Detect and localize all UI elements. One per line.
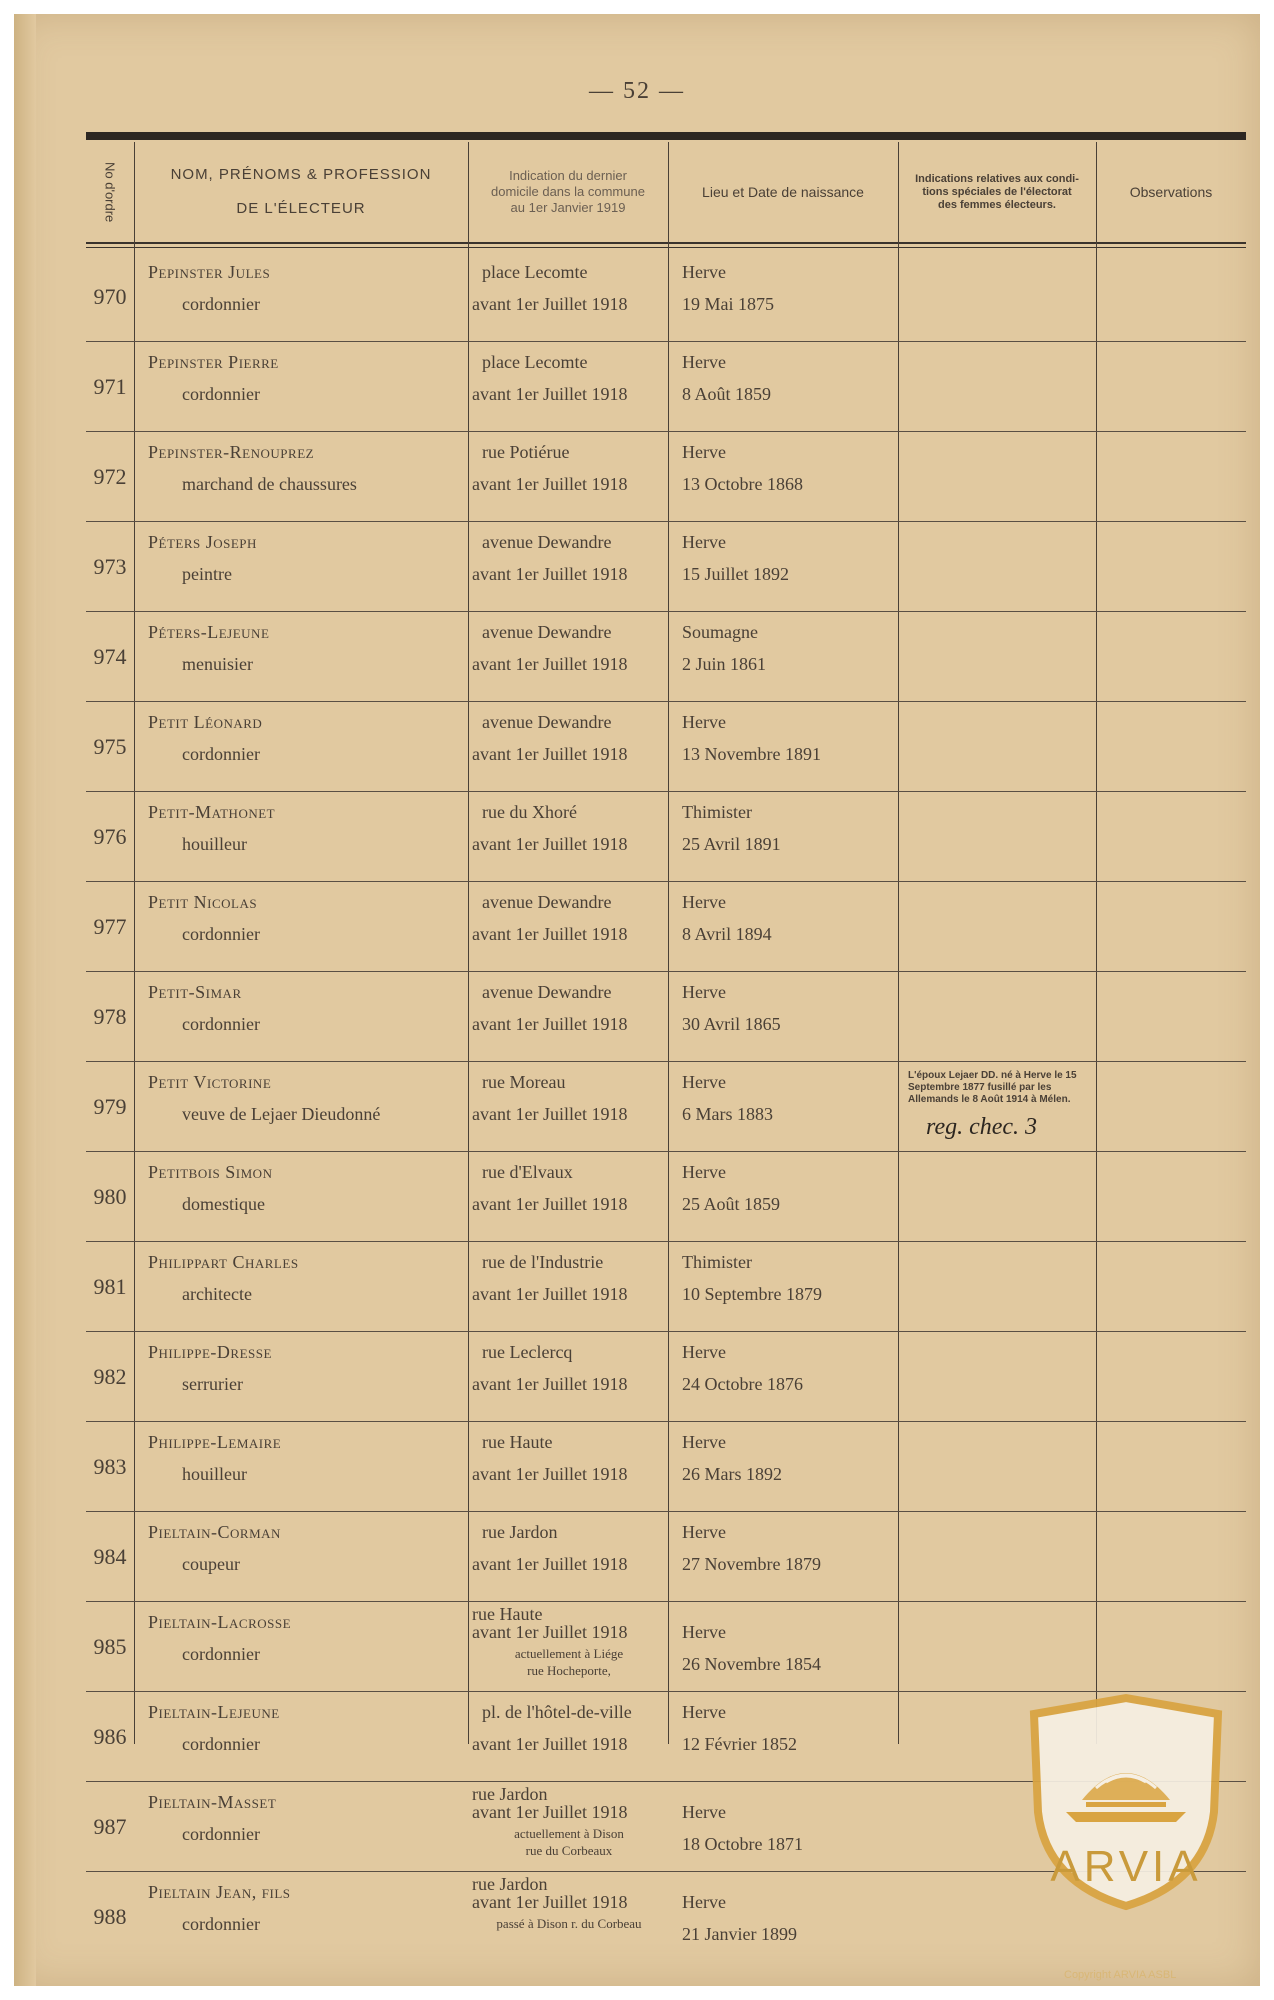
elector-name: Pepinster Jules bbox=[148, 262, 271, 282]
birth-place: Herve bbox=[682, 1432, 726, 1452]
row-number: 971 bbox=[93, 373, 127, 399]
elector-profession: cordonnier bbox=[182, 294, 260, 314]
domicile-address: rue Jardon bbox=[472, 1874, 548, 1894]
domicile-address: pl. de l'hôtel-de-ville bbox=[482, 1702, 632, 1722]
header-domicile-line1: Indication du dernier bbox=[509, 168, 627, 183]
row-number: 976 bbox=[93, 823, 127, 849]
elector-profession: cordonnier bbox=[182, 924, 260, 944]
handwritten-annotation: reg. chec. 3 bbox=[926, 1114, 1038, 1140]
birth-date: 26 Novembre 1854 bbox=[682, 1654, 821, 1674]
elector-name: Pieltain-Corman bbox=[148, 1522, 281, 1542]
birth-place: Herve bbox=[682, 1162, 726, 1182]
domicile-since: avant 1er Juillet 1918 bbox=[472, 564, 628, 584]
domicile-address: avenue Dewandre bbox=[482, 532, 612, 552]
birth-date: 21 Janvier 1899 bbox=[682, 1924, 797, 1944]
page-number: — 52 — bbox=[589, 78, 685, 104]
elector-profession: cordonnier bbox=[182, 1644, 260, 1664]
elector-profession: cordonnier bbox=[182, 1734, 260, 1754]
domicile-since: avant 1er Juillet 1918 bbox=[472, 294, 628, 314]
arvia-logo bbox=[1026, 1692, 1226, 1912]
elector-name: Philippart Charles bbox=[148, 1252, 299, 1272]
domicile-note: passé à Dison r. du Corbeau bbox=[496, 1916, 642, 1931]
table-row bbox=[86, 522, 1246, 612]
elector-name: Pepinster-Renouprez bbox=[148, 442, 315, 462]
domicile-since: avant 1er Juillet 1918 bbox=[472, 1464, 628, 1484]
row-number: 979 bbox=[93, 1093, 127, 1119]
elector-name: Pieltain-Masset bbox=[148, 1792, 277, 1812]
domicile-address: rue Haute bbox=[472, 1604, 543, 1624]
row-number: 987 bbox=[93, 1813, 127, 1839]
elector-profession: coupeur bbox=[182, 1554, 240, 1574]
header-name-line2: DE L'ÉLECTEUR bbox=[236, 200, 366, 217]
elector-name: Pieltain-Lacrosse bbox=[148, 1612, 292, 1632]
header-indications bbox=[898, 142, 1096, 242]
elector-profession: marchand de chaussures bbox=[182, 474, 357, 494]
domicile-since: avant 1er Juillet 1918 bbox=[472, 1284, 628, 1304]
row-number: 985 bbox=[93, 1633, 127, 1659]
elector-name: Petit-Mathonet bbox=[148, 802, 276, 822]
elector-profession: menuisier bbox=[182, 654, 253, 674]
birth-date: 19 Mai 1875 bbox=[682, 294, 774, 314]
table-row bbox=[86, 972, 1246, 1062]
birth-date: 26 Mars 1892 bbox=[682, 1464, 782, 1484]
table-row bbox=[86, 1062, 1246, 1152]
elector-profession: peintre bbox=[182, 564, 232, 584]
table-row bbox=[86, 1422, 1246, 1512]
birth-date: 24 Octobre 1876 bbox=[682, 1374, 803, 1394]
birth-place: Herve bbox=[682, 442, 726, 462]
elector-profession: houilleur bbox=[182, 834, 247, 854]
birth-place: Herve bbox=[682, 1892, 726, 1912]
domicile-since: avant 1er Juillet 1918 bbox=[472, 1374, 628, 1394]
copyright-text: Copyright ARVIA ASBL bbox=[1064, 1969, 1177, 1981]
header-bottom-rule bbox=[86, 242, 1246, 248]
elector-name: Philippe-Dresse bbox=[148, 1342, 272, 1362]
row-number: 988 bbox=[93, 1903, 127, 1929]
birth-place: Herve bbox=[682, 1522, 726, 1542]
elector-name: Pieltain Jean, fils bbox=[148, 1882, 291, 1902]
domicile-address: avenue Dewandre bbox=[482, 712, 612, 732]
domicile-address: rue Jardon bbox=[472, 1784, 548, 1804]
birth-place: Herve bbox=[682, 532, 726, 552]
elector-profession: cordonnier bbox=[182, 384, 260, 404]
table-row bbox=[86, 252, 1246, 342]
row-number: 972 bbox=[93, 463, 127, 489]
header-domicile bbox=[468, 142, 668, 242]
row-number: 977 bbox=[93, 913, 127, 939]
domicile-since: avant 1er Juillet 1918 bbox=[472, 834, 628, 854]
row-number: 980 bbox=[93, 1183, 127, 1209]
header-domicile-line3: au 1er Janvier 1919 bbox=[510, 200, 626, 215]
header-name bbox=[134, 142, 468, 242]
domicile-address: rue Leclercq bbox=[482, 1342, 573, 1362]
domicile-note-2: rue du Corbeaux bbox=[525, 1843, 613, 1858]
domicile-since: avant 1er Juillet 1918 bbox=[472, 654, 628, 674]
domicile-since: avant 1er Juillet 1918 bbox=[472, 1622, 628, 1642]
elector-name: Petit Nicolas bbox=[148, 892, 258, 912]
domicile-address: rue Jardon bbox=[482, 1522, 558, 1542]
header-top-rule bbox=[86, 132, 1246, 140]
domicile-note-2: rue Hocheporte, bbox=[527, 1663, 611, 1678]
header-ind-line1: Indications relatives aux condi- bbox=[915, 172, 1079, 185]
birth-place: Herve bbox=[682, 712, 726, 732]
domicile-since: avant 1er Juillet 1918 bbox=[472, 1014, 628, 1034]
elector-name: Pieltain-Lejeune bbox=[148, 1702, 280, 1722]
header-ind-line3: des femmes électeurs. bbox=[937, 198, 1056, 211]
elector-name: Philippe-Lemaire bbox=[148, 1432, 282, 1452]
birth-place: Herve bbox=[682, 1622, 726, 1642]
table-row bbox=[86, 1512, 1246, 1602]
birth-date: 8 Août 1859 bbox=[682, 384, 772, 404]
domicile-address: rue du Xhoré bbox=[482, 802, 577, 822]
header-number: No d'ordre bbox=[102, 161, 118, 223]
elector-name: Péters-Lejeune bbox=[148, 622, 270, 642]
elector-name: Petit-Simar bbox=[148, 982, 242, 1002]
domicile-note: actuellement à Liége bbox=[514, 1646, 624, 1661]
table-row bbox=[86, 1602, 1246, 1692]
birth-place: Herve bbox=[682, 352, 726, 372]
table-row bbox=[86, 1332, 1246, 1422]
domicile-address: rue de l'Industrie bbox=[482, 1252, 604, 1272]
row-number: 973 bbox=[93, 553, 127, 579]
header-name-line1: NOM, PRÉNOMS & PROFESSION bbox=[170, 166, 432, 183]
birth-place: Soumagne bbox=[682, 622, 758, 642]
birth-date: 2 Juin 1861 bbox=[682, 654, 767, 674]
birth-date: 13 Novembre 1891 bbox=[682, 744, 821, 764]
domicile-since: avant 1er Juillet 1918 bbox=[472, 1734, 628, 1754]
row-number: 986 bbox=[93, 1723, 127, 1749]
birth-date: 15 Juillet 1892 bbox=[682, 564, 789, 584]
birth-place: Herve bbox=[682, 262, 726, 282]
domicile-address: rue d'Elvaux bbox=[482, 1162, 573, 1182]
row-number: 974 bbox=[93, 643, 127, 669]
domicile-since: avant 1er Juillet 1918 bbox=[472, 474, 628, 494]
domicile-address: avenue Dewandre bbox=[482, 982, 612, 1002]
birth-date: 12 Février 1852 bbox=[682, 1734, 797, 1754]
table-row bbox=[86, 342, 1246, 432]
elector-profession: veuve de Lejaer Dieudonné bbox=[182, 1104, 381, 1124]
domicile-since: avant 1er Juillet 1918 bbox=[472, 1554, 628, 1574]
domicile-since: avant 1er Juillet 1918 bbox=[472, 1104, 628, 1124]
elector-profession: cordonnier bbox=[182, 1914, 260, 1934]
birth-date: 13 Octobre 1868 bbox=[682, 474, 803, 494]
row-number: 970 bbox=[93, 283, 127, 309]
birth-place: Herve bbox=[682, 1072, 726, 1092]
row-number: 975 bbox=[93, 733, 127, 759]
domicile-address: avenue Dewandre bbox=[482, 892, 612, 912]
table-row bbox=[86, 882, 1246, 972]
elector-name: Petitbois Simon bbox=[148, 1162, 273, 1182]
domicile-since: avant 1er Juillet 1918 bbox=[472, 924, 628, 944]
birth-place: Thimister bbox=[682, 802, 752, 822]
header-birth: Lieu et Date de naissance bbox=[702, 184, 864, 200]
elector-name: Pepinster Pierre bbox=[148, 352, 279, 372]
header-domicile-line2: domicile dans la commune bbox=[491, 184, 645, 199]
logo-text: ARVIA bbox=[1050, 1842, 1202, 1891]
birth-date: 30 Avril 1865 bbox=[682, 1014, 781, 1034]
table-row bbox=[86, 612, 1246, 702]
birth-place: Herve bbox=[682, 982, 726, 1002]
domicile-since: avant 1er Juillet 1918 bbox=[472, 1802, 628, 1822]
birth-date: 25 Août 1859 bbox=[682, 1194, 781, 1214]
row-number: 978 bbox=[93, 1003, 127, 1029]
birth-place: Herve bbox=[682, 1702, 726, 1722]
birth-date: 8 Avril 1894 bbox=[682, 924, 772, 944]
header-observations: Observations bbox=[1129, 184, 1213, 200]
row-number: 983 bbox=[93, 1453, 127, 1479]
birth-date: 10 Septembre 1879 bbox=[682, 1284, 822, 1304]
table-header bbox=[86, 142, 1246, 242]
domicile-address: rue Moreau bbox=[482, 1072, 566, 1092]
register-page bbox=[14, 14, 1260, 1986]
birth-date: 25 Avril 1891 bbox=[682, 834, 781, 854]
row-number: 984 bbox=[93, 1543, 127, 1569]
header-ind-line2: tions spéciales de l'électorat bbox=[922, 185, 1072, 198]
domicile-note: actuellement à Dison bbox=[514, 1826, 624, 1841]
table-row bbox=[86, 792, 1246, 882]
table-row bbox=[86, 1152, 1246, 1242]
elector-profession: cordonnier bbox=[182, 1014, 260, 1034]
domicile-address: place Lecomte bbox=[482, 262, 588, 282]
birth-date: 6 Mars 1883 bbox=[682, 1104, 773, 1124]
birth-date: 18 Octobre 1871 bbox=[682, 1834, 803, 1854]
table-row bbox=[86, 432, 1246, 522]
page-fold-shadow bbox=[14, 14, 36, 1986]
birth-place: Herve bbox=[682, 892, 726, 912]
table-row bbox=[86, 1242, 1246, 1332]
domicile-since: avant 1er Juillet 1918 bbox=[472, 1892, 628, 1912]
row-number: 981 bbox=[93, 1273, 127, 1299]
elector-profession: serrurier bbox=[182, 1374, 243, 1394]
row-number: 982 bbox=[93, 1363, 127, 1389]
elector-name: Petit Léonard bbox=[148, 712, 263, 732]
elector-profession: architecte bbox=[182, 1284, 252, 1304]
domicile-since: avant 1er Juillet 1918 bbox=[472, 384, 628, 404]
domicile-since: avant 1er Juillet 1918 bbox=[472, 1194, 628, 1214]
domicile-address: place Lecomte bbox=[482, 352, 588, 372]
birth-place: Thimister bbox=[682, 1252, 752, 1272]
domicile-address: rue Potiérue bbox=[482, 442, 570, 462]
elector-name: Péters Joseph bbox=[148, 532, 257, 552]
domicile-address: rue Haute bbox=[482, 1432, 553, 1452]
elector-profession: domestique bbox=[182, 1194, 265, 1214]
elector-profession: houilleur bbox=[182, 1464, 247, 1484]
domicile-since: avant 1er Juillet 1918 bbox=[472, 744, 628, 764]
elector-profession: cordonnier bbox=[182, 1824, 260, 1844]
elector-profession: cordonnier bbox=[182, 744, 260, 764]
special-indication-note: L'époux Lejaer DD. né à Herve le 15 Septembre 1877 fusillé par les Allemands le 8 Août 1914 à Mélen. bbox=[908, 1070, 1077, 1105]
birth-place: Herve bbox=[682, 1342, 726, 1362]
birth-place: Herve bbox=[682, 1802, 726, 1822]
domicile-address: avenue Dewandre bbox=[482, 622, 612, 642]
birth-date: 27 Novembre 1879 bbox=[682, 1554, 821, 1574]
elector-name: Petit Victorine bbox=[148, 1072, 272, 1092]
table-row bbox=[86, 702, 1246, 792]
